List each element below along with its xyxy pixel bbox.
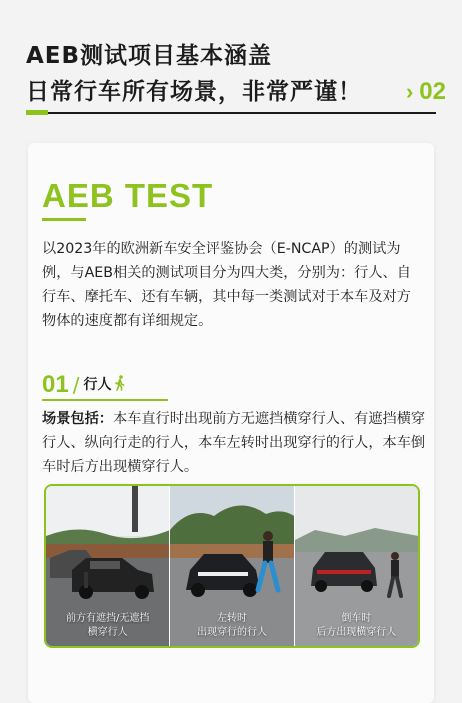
photo-caption-line2: 横穿行人	[87, 627, 128, 638]
sub-section-underline	[42, 399, 168, 401]
photo-caption-line1: 左转时	[216, 613, 247, 624]
header-divider	[26, 112, 436, 114]
page-header	[26, 38, 446, 110]
scenario-paragraph	[42, 407, 426, 479]
photo-caption	[295, 612, 418, 640]
scenario-label: 场景包括：	[42, 411, 113, 427]
scenario-text: 本车直行时出现前方无遮挡横穿行人、有遮挡横穿行人、纵向行走的行人，本车左转时出现穿行的行人，本车倒车时后方出现横穿行人。	[42, 411, 426, 475]
sub-section-number: 01	[42, 371, 69, 398]
sub-section-heading	[42, 373, 127, 397]
section-number	[406, 78, 446, 106]
scenario-photo	[294, 486, 418, 646]
scenario-photo	[169, 486, 293, 646]
scenario-photo-strip	[44, 484, 420, 648]
sub-section-label: 行人	[83, 377, 112, 393]
title-row	[26, 74, 446, 110]
header-divider-accent	[26, 110, 48, 115]
card-title-underline	[42, 218, 86, 221]
page-title-line1: AEB测试项目基本涵盖	[26, 43, 273, 69]
sub-section-slash: /	[72, 373, 80, 397]
pedestrian-walking-icon	[113, 375, 127, 395]
photo-caption	[46, 612, 169, 640]
photo-caption-line2: 出现穿行的行人	[196, 627, 267, 638]
chevron-right-icon: ›	[405, 79, 414, 104]
photo-caption-line1: 倒车时	[341, 613, 372, 624]
section-number-text: 02	[419, 78, 446, 105]
card-title: AEB TEST	[42, 177, 214, 214]
photo-caption-line2: 后方出现横穿行人	[316, 627, 397, 638]
intro-paragraph: 以2023年的欧洲新车安全评鉴协会（E-NCAP）的测试为例，与AEB相关的测试项目分为四大类，分别为：行人、自行车、摩托车、还有车辆，其中每一类测试对于本车及对方物体的速度都有详细规定。	[42, 241, 411, 329]
page-title-line2: 日常行车所有场景，非常严谨！	[26, 79, 362, 105]
photo-caption	[170, 612, 293, 640]
photo-caption-line1: 前方有遮挡/无遮挡	[65, 613, 150, 624]
content-card	[28, 143, 434, 703]
scenario-photo	[46, 486, 169, 646]
